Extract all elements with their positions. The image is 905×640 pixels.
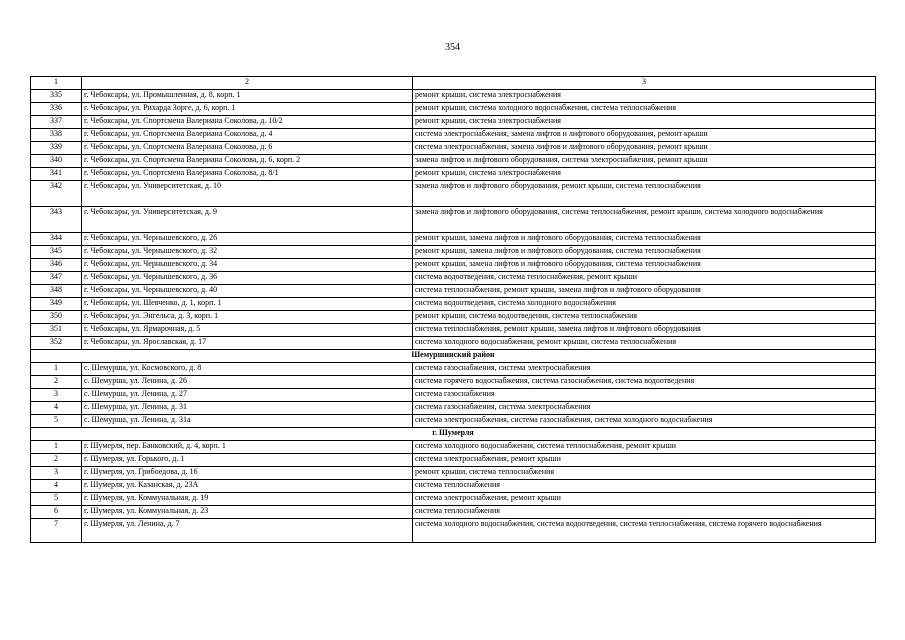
works-cell: ремонт крыши, система электроснабжения bbox=[413, 90, 876, 103]
row-number-cell: 352 bbox=[31, 337, 82, 350]
address-cell: г. Шумерля, ул. Коммунальная, д. 19 bbox=[82, 493, 413, 506]
row-number-cell: 3 bbox=[31, 389, 82, 402]
address-cell: г. Чебоксары, ул. Спортсмена Валериана Соколова, д. 6, корп. 2 bbox=[82, 155, 413, 168]
table-row bbox=[31, 259, 876, 272]
works-cell: система электроснабжения, ремонт крыши bbox=[413, 493, 876, 506]
table-row bbox=[31, 506, 876, 519]
address-cell: г. Чебоксары, ул. Чернышевского, д. 40 bbox=[82, 285, 413, 298]
table-row bbox=[31, 389, 876, 402]
row-number-cell: 341 bbox=[31, 168, 82, 181]
works-cell: система газоснабжения, система электроснабжения bbox=[413, 363, 876, 376]
address-cell: г. Чебоксары, ул. Энгельса, д. 3, корп. 1 bbox=[82, 311, 413, 324]
row-number-cell: 345 bbox=[31, 246, 82, 259]
table-row bbox=[31, 246, 876, 259]
row-number-cell: 5 bbox=[31, 493, 82, 506]
works-cell: система электроснабжения, система газоснабжения, система холодного водоснабжения bbox=[413, 415, 876, 428]
row-number-cell: 338 bbox=[31, 129, 82, 142]
header-cell-3: 3 bbox=[413, 77, 876, 90]
section-title: Шемуршинский район bbox=[31, 350, 876, 363]
address-cell: г. Чебоксары, ул. Спортсмена Валериана Соколова, д. 10/2 bbox=[82, 116, 413, 129]
table-row bbox=[31, 376, 876, 389]
table-row bbox=[31, 285, 876, 298]
row-number-cell: 6 bbox=[31, 506, 82, 519]
works-cell: система холодного водоснабжения, система теплоснабжения, ремонт крыши bbox=[413, 441, 876, 454]
address-cell: г. Шумерля, ул. Казанская, д. 23А bbox=[82, 480, 413, 493]
works-cell: система газоснабжения, система электроснабжения bbox=[413, 402, 876, 415]
works-cell: замена лифтов и лифтового оборудования, система теплоснабжения, ремонт крыши, система холодного водоснабжения bbox=[413, 207, 876, 233]
row-number-cell: 5 bbox=[31, 415, 82, 428]
repair-table-body bbox=[31, 77, 876, 543]
works-cell: система теплоснабжения bbox=[413, 506, 876, 519]
address-cell: г. Шумерля, ул. Ленина, д. 7 bbox=[82, 519, 413, 543]
works-cell: система холодного водоснабжения, система водоотведения, система теплоснабжения, система горячего водоснабжения bbox=[413, 519, 876, 543]
works-cell: ремонт крыши, система теплоснабжения bbox=[413, 467, 876, 480]
row-number-cell: 335 bbox=[31, 90, 82, 103]
table-row bbox=[31, 415, 876, 428]
works-cell: ремонт крыши, система электроснабжения bbox=[413, 116, 876, 129]
section-header-row bbox=[31, 428, 876, 441]
address-cell: с. Шемурша, ул. Ленина, д. 31 bbox=[82, 402, 413, 415]
address-cell: г. Чебоксары, ул. Спортсмена Валериана Соколова, д. 4 bbox=[82, 129, 413, 142]
row-number-cell: 347 bbox=[31, 272, 82, 285]
table-row bbox=[31, 142, 876, 155]
row-number-cell: 2 bbox=[31, 454, 82, 467]
works-cell: система теплоснабжения, ремонт крыши, замена лифтов и лифтового оборудования bbox=[413, 324, 876, 337]
works-cell: замена лифтов и лифтового оборудования, система электроснабжения, ремонт крыши bbox=[413, 155, 876, 168]
address-cell: с. Шемурша, ул. Ленина, д. 26 bbox=[82, 376, 413, 389]
table-row bbox=[31, 454, 876, 467]
table-row bbox=[31, 337, 876, 350]
row-number-cell: 340 bbox=[31, 155, 82, 168]
works-cell: ремонт крыши, система водоотведения, система теплоснабжения bbox=[413, 311, 876, 324]
row-number-cell: 344 bbox=[31, 233, 82, 246]
works-cell: ремонт крыши, система электроснабжения bbox=[413, 168, 876, 181]
address-cell: г. Чебоксары, ул. Промышленная, д. 8, корп. 1 bbox=[82, 90, 413, 103]
address-cell: г. Шумерля, ул. Грибоедова, д. 16 bbox=[82, 467, 413, 480]
address-cell: г. Шумерля, пер. Банковский, д. 4, корп. 1 bbox=[82, 441, 413, 454]
works-cell: замена лифтов и лифтового оборудования, ремонт крыши, система теплоснабжения bbox=[413, 181, 876, 207]
works-cell: система водоотведения, система холодного водоснабжения bbox=[413, 298, 876, 311]
table-row bbox=[31, 311, 876, 324]
address-cell: с. Шемурша, ул. Космовского, д. 8 bbox=[82, 363, 413, 376]
row-number-cell: 346 bbox=[31, 259, 82, 272]
address-cell: г. Шумерля, ул. Коммунальная, д. 23 bbox=[82, 506, 413, 519]
row-number-cell: 351 bbox=[31, 324, 82, 337]
row-number-cell: 350 bbox=[31, 311, 82, 324]
row-number-cell: 348 bbox=[31, 285, 82, 298]
header-cell-2: 2 bbox=[82, 77, 413, 90]
address-cell: с. Шемурша, ул. Ленина, д. 27 bbox=[82, 389, 413, 402]
table-row bbox=[31, 298, 876, 311]
table-row bbox=[31, 480, 876, 493]
row-number-cell: 2 bbox=[31, 376, 82, 389]
works-cell: система электроснабжения, замена лифтов и лифтового оборудования, ремонт крыши bbox=[413, 129, 876, 142]
section-title: г. Шумерля bbox=[31, 428, 876, 441]
table-row bbox=[31, 168, 876, 181]
table-row bbox=[31, 181, 876, 207]
works-cell: ремонт крыши, замена лифтов и лифтового оборудования, система теплоснабжения bbox=[413, 259, 876, 272]
works-cell: система газоснабжения bbox=[413, 389, 876, 402]
address-cell: г. Чебоксары, ул. Чернышевского, д. 36 bbox=[82, 272, 413, 285]
table-row bbox=[31, 402, 876, 415]
address-cell: с. Шемурша, ул. Ленина, д. 31а bbox=[82, 415, 413, 428]
works-cell: система теплоснабжения bbox=[413, 480, 876, 493]
table-row bbox=[31, 129, 876, 142]
header-cell-1: 1 bbox=[31, 77, 82, 90]
table-row bbox=[31, 116, 876, 129]
table-row bbox=[31, 207, 876, 233]
row-number-cell: 336 bbox=[31, 103, 82, 116]
table-row bbox=[31, 90, 876, 103]
row-number-cell: 1 bbox=[31, 441, 82, 454]
works-cell: ремонт крыши, замена лифтов и лифтового оборудования, система теплоснабжения bbox=[413, 233, 876, 246]
address-cell: г. Чебоксары, ул. Чернышевского, д. 34 bbox=[82, 259, 413, 272]
works-cell: система горячего водоснабжения, система газоснабжения, система водоотведения bbox=[413, 376, 876, 389]
table-row bbox=[31, 155, 876, 168]
works-cell: ремонт крыши, система холодного водоснабжения, система теплоснабжения bbox=[413, 103, 876, 116]
table-row bbox=[31, 363, 876, 376]
header-row bbox=[31, 77, 876, 90]
row-number-cell: 7 bbox=[31, 519, 82, 543]
row-number-cell: 337 bbox=[31, 116, 82, 129]
row-number-cell: 1 bbox=[31, 363, 82, 376]
address-cell: г. Чебоксары, ул. Спортсмена Валериана Соколова, д. 6 bbox=[82, 142, 413, 155]
address-cell: г. Чебоксары, ул. Университетская, д. 9 bbox=[82, 207, 413, 233]
table-row bbox=[31, 519, 876, 543]
address-cell: г. Чебоксары, ул. Рихарда Зорге, д. 6, корп. 1 bbox=[82, 103, 413, 116]
table-row bbox=[31, 467, 876, 480]
works-cell: система холодного водоснабжения, ремонт крыши, система теплоснабжения bbox=[413, 337, 876, 350]
address-cell: г. Чебоксары, ул. Чернышевского, д. 26 bbox=[82, 233, 413, 246]
address-cell: г. Чебоксары, ул. Университетская, д. 10 bbox=[82, 181, 413, 207]
row-number-cell: 4 bbox=[31, 480, 82, 493]
works-cell: система электроснабжения, ремонт крыши bbox=[413, 454, 876, 467]
table-row bbox=[31, 233, 876, 246]
section-header-row bbox=[31, 350, 876, 363]
address-cell: г. Чебоксары, ул. Ярославская, д. 17 bbox=[82, 337, 413, 350]
works-cell: ремонт крыши, замена лифтов и лифтового оборудования, система теплоснабжения bbox=[413, 246, 876, 259]
row-number-cell: 349 bbox=[31, 298, 82, 311]
table-row bbox=[31, 493, 876, 506]
address-cell: г. Шумерля, ул. Горького, д. 1 bbox=[82, 454, 413, 467]
address-cell: г. Чебоксары, ул. Чернышевского, д. 32 bbox=[82, 246, 413, 259]
row-number-cell: 3 bbox=[31, 467, 82, 480]
works-cell: система водоотведения, система теплоснабжения, ремонт крыши bbox=[413, 272, 876, 285]
row-number-cell: 4 bbox=[31, 402, 82, 415]
table-row bbox=[31, 441, 876, 454]
table-row bbox=[31, 103, 876, 116]
table-row bbox=[31, 324, 876, 337]
works-cell: система теплоснабжения, ремонт крыши, замена лифтов и лифтового оборудования bbox=[413, 285, 876, 298]
table-row bbox=[31, 272, 876, 285]
repair-table bbox=[30, 76, 876, 543]
address-cell: г. Чебоксары, ул. Ярмарочная, д. 5 bbox=[82, 324, 413, 337]
row-number-cell: 342 bbox=[31, 181, 82, 207]
row-number-cell: 343 bbox=[31, 207, 82, 233]
works-cell: система электроснабжения, замена лифтов и лифтового оборудования, ремонт крыши bbox=[413, 142, 876, 155]
page-number: 354 bbox=[445, 42, 460, 53]
address-cell: г. Чебоксары, ул. Спортсмена Валериана Соколова, д. 8/1 bbox=[82, 168, 413, 181]
address-cell: г. Чебоксары, ул. Шевченко, д. 1, корп. 1 bbox=[82, 298, 413, 311]
row-number-cell: 339 bbox=[31, 142, 82, 155]
